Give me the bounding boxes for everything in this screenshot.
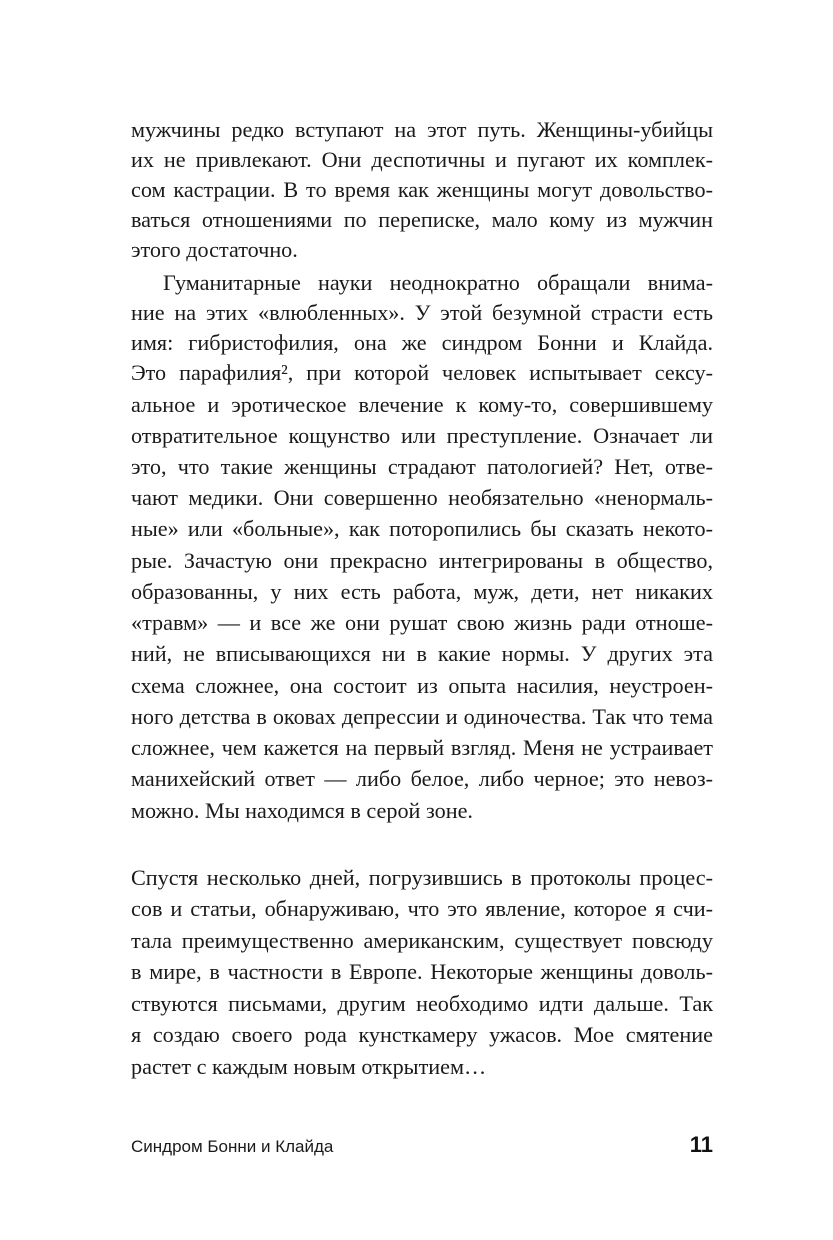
text-line: мужчины редко вступают на этот путь. Женщины-убийцы: [131, 117, 713, 142]
text-line: сов и статьи, обнаруживаю, что это явление, которое я счи-: [131, 896, 713, 921]
text-line: растет с каждым новым открытием…: [131, 1054, 487, 1079]
text-line: это, что такие женщины страдают патологией? Нет, отве-: [131, 454, 713, 479]
text-line: манихейский ответ — либо белое, либо черное; это невоз-: [131, 766, 713, 791]
text-line: Гуманитарные науки неоднократно обращали внима-: [163, 270, 713, 295]
text-line: альное и эротическое влечение к кому-то, совершившему: [131, 392, 713, 417]
text-line: отвратительное кощунство или преступление. Означает ли: [131, 423, 713, 448]
text-line: можно. Мы находимся в серой зоне.: [131, 798, 473, 823]
text-line: чают медики. Они совершенно необязательно «ненормаль-: [131, 485, 713, 510]
text-line: образованны, у них есть работа, муж, дети, нет никаких: [131, 579, 713, 604]
text-line: ствуются письмами, другим необходимо идти дальше. Так: [131, 991, 713, 1016]
text-line: ваться отношениями по переписке, мало кому из мужчин: [131, 207, 713, 232]
text-line: я создаю своего рода кунсткамеру ужасов. Мое смятение: [131, 1022, 713, 1047]
text-line: схема сложнее, она состоит из опыта насилия, неустроен-: [131, 673, 713, 698]
text-line: тала преимущественно американским, существует повсюду: [131, 928, 713, 953]
running-title: Синдром Бонни и Клайда: [131, 1137, 334, 1156]
text-line: имя: гибристофилия, она же синдром Бонни и Клайда.: [131, 330, 713, 355]
text-line: Это парафилия², при которой человек испытывает сексу-: [131, 360, 713, 385]
text-line: этого достаточно.: [131, 237, 298, 262]
text-line: ние на этих «влюбленных». У этой безумной страсти есть: [131, 300, 713, 325]
text-line: ного детства в оковах депрессии и одиночества. Так что тема: [131, 704, 713, 729]
text-line: сложнее, чем кажется на первый взгляд. Меня не устраивает: [131, 735, 713, 760]
text-line: «травм» — и все же они рушат свою жизнь ради отноше-: [131, 610, 713, 635]
text-line: Спустя несколько дней, погрузившись в протоколы процес-: [131, 865, 713, 890]
text-line: их не привлекают. Они деспотичны и пугают их комплек-: [131, 147, 713, 172]
text-line: ний, не вписывающихся ни в какие нормы. У других эта: [131, 641, 713, 666]
text-line: ные» или «больные», как поторопились бы сказать некото-: [131, 516, 713, 541]
text-line: сом кастрации. В то время как женщины могут довольство-: [131, 177, 713, 202]
page-number: 11: [689, 1132, 713, 1157]
text-line: в мире, в частности в Европе. Некоторые женщины доволь-: [131, 959, 713, 984]
text-line: рые. Зачастую они прекрасно интегрированы в общество,: [131, 548, 713, 573]
